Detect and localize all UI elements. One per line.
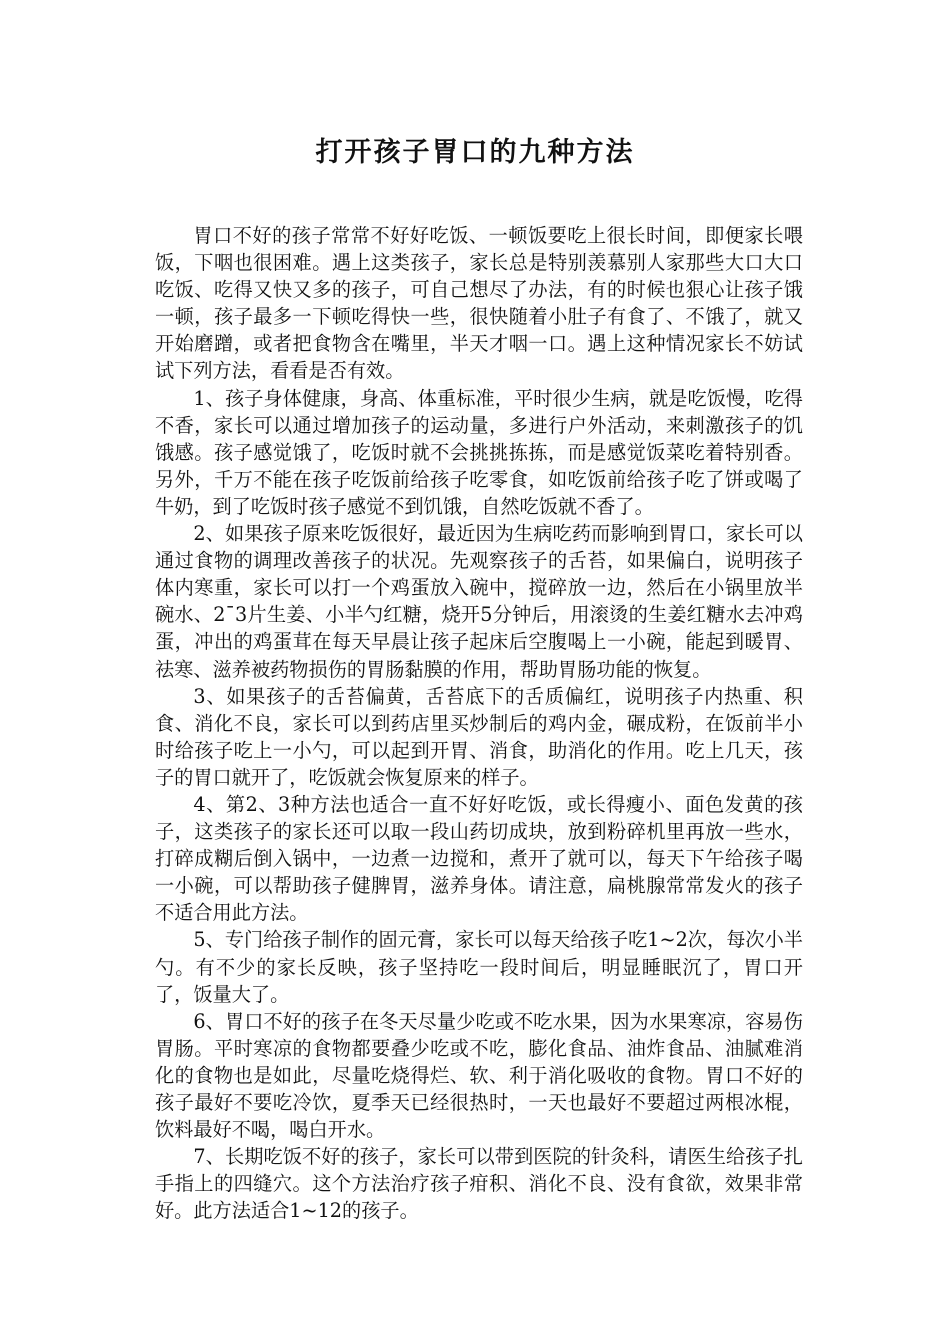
method-7-paragraph: 7、长期吃饭不好的孩子，家长可以带到医院的针灸科，请医生给孩子扎手指上的四缝穴。这个方法治疗孩子疳积、消化不良、没有食欲，效果非常好。此方法适合1~12的孩子。 [155,1145,803,1223]
intro-paragraph: 胃口不好的孩子常常不好好吃饭、一顿饭要吃上很长时间，即便家长喂饭，下咽也很困难。遇上这类孩子，家长总是特别羡慕别人家那些大口大口吃饭、吃得又快又多的孩子，可自己想尽了办法，有的时候也狠心让孩子饿一顿，孩子最多一下顿吃得快一些，很快随着小肚子有食了、不饿了，就又开始磨蹭，或者把食物含在嘴里，半天才咽一口。遇上这种情况家长不妨试试下列方法，看看是否有效。 [155,224,803,383]
method-4-paragraph: 4、第2、3种方法也适合一直不好好吃饭，或长得瘦小、面色发黄的孩子，这类孩子的家长还可以取一段山药切成块，放到粉碎机里再放一些水，打碎成糊后倒入锅中，一边煮一边搅和，煮开了就可以，每天下午给孩子喝一小碗，可以帮助孩子健脾胃，滋养身体。请注意，扁桃腺常常发火的孩子不适合用此方法。 [155,792,803,925]
method-1-paragraph: 1、孩子身体健康，身高、体重标准，平时很少生病，就是吃饭慢，吃得不香，家长可以通过增加孩子的运动量，多进行户外活动，来刺激孩子的饥饿感。孩子感觉饿了，吃饭时就不会挑挑拣拣，而是感觉饭菜吃着特别香。另外，千万不能在孩子吃饭前给孩子吃零食，如吃饭前给孩子吃了饼或喝了牛奶，到了吃饭时孩子感觉不到饥饿，自然吃饭就不香了。 [155,386,803,518]
method-6-paragraph: 6、胃口不好的孩子在冬天尽量少吃或不吃水果，因为水果寒凉，容易伤胃肠。平时寒凉的食物都要叠少吃或不吃，膨化食品、油炸食品、油腻难消化的食物也是如此，尽量吃烧得烂、软、利于消化吸收的食物。胃口不好的孩子最好不要吃冷饮，夏季天已经很热时，一天也最好不要超过两根冰棍，饮料最好不喝，喝白开水。 [155,1009,803,1142]
document-body [155,222,803,1224]
document-title: 打开孩子胃口的九种方法 [315,137,635,168]
method-5-paragraph: 5、专门给孩子制作的固元膏，家长可以每天给孩子吃1~2次，每次小半勺。有不少的家长反映，孩子坚持吃一段时间后，明显睡眠沉了，胃口开了，饭量大了。 [155,928,803,1006]
method-3-paragraph: 3、如果孩子的舌苔偏黄，舌苔底下的舌质偏红，说明孩子内热重、积食、消化不良，家长可以到药店里买炒制后的鸡内金，碾成粉，在饭前半小时给孩子吃上一小勺，可以起到开胃、消食，助消化的作用。吃上几天，孩子的胃口就开了，吃饭就会恢复原来的样子。 [155,684,803,789]
method-2-paragraph: 2、如果孩子原来吃饭很好，最近因为生病吃药而影响到胃口，家长可以通过食物的调理改善孩子的状况。先观察孩子的舌苔，如果偏白，说明孩子体内寒重，家长可以打一个鸡蛋放入碗中，搅碎放一边，然后在小锅里放半碗水、2¯3片生姜、小半勺红糖，烧开5分钟后，用滚烫的生姜红糖水去冲鸡蛋，冲出的鸡蛋茸在每天早晨让孩子起床后空腹喝上一小碗，能起到暖胃、祛寒、滋养被药物损伤的胃肠黏膜的作用，帮助胃肠功能的恢复。 [155,522,803,681]
